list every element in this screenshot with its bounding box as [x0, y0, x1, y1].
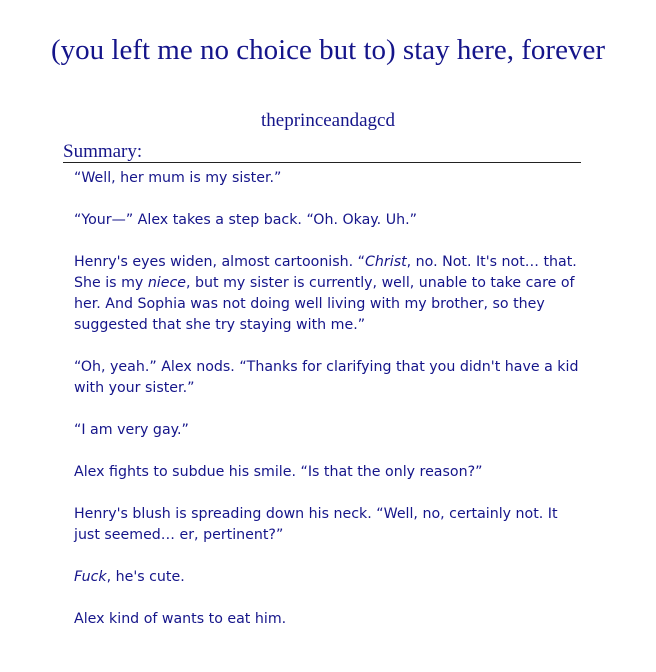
summary-text: , but my sister is currently, well, unable to take care of her. And Sophia was not doing well living with my brother, so they suggested that she try staying with me.” — [74, 275, 575, 333]
work-title: (you left me no choice but to) stay here, forever — [50, 34, 605, 66]
summary-heading: Summary: — [63, 142, 581, 163]
summary-emphasis: Christ — [365, 254, 407, 270]
summary-text: , he's cute. — [106, 569, 185, 585]
summary-paragraph: Alex kind of wants to eat him. — [74, 611, 287, 627]
summary-paragraph: “Your—” Alex takes a step back. “Oh. Okay. Uh.” — [74, 212, 417, 228]
summary-text: , no. Not. It's not… that. She is my — [74, 254, 577, 291]
author-link[interactable]: theprinceandagcd — [261, 110, 395, 131]
summary-paragraph: “Oh, yeah.” Alex nods. “Thanks for clarifying that you didn't have a kid with your sister.” — [74, 359, 579, 396]
summary-paragraph: Henry's blush is spreading down his neck. “Well, no, certainly not. It just seemed… er, pertinent?” — [74, 506, 558, 543]
summary-paragraph: “Well, her mum is my sister.” — [74, 170, 282, 186]
summary-emphasis: Fuck — [74, 569, 107, 585]
summary-block — [74, 168, 584, 651]
summary-paragraph — [74, 567, 584, 588]
summary-emphasis: niece — [147, 275, 187, 291]
summary-paragraph: Alex fights to subdue his smile. “Is that the only reason?” — [74, 464, 483, 480]
summary-paragraph — [74, 252, 584, 336]
summary-text: Henry's eyes widen, almost cartoonish. “ — [74, 254, 366, 270]
summary-paragraph: “I am very gay.” — [74, 422, 189, 438]
